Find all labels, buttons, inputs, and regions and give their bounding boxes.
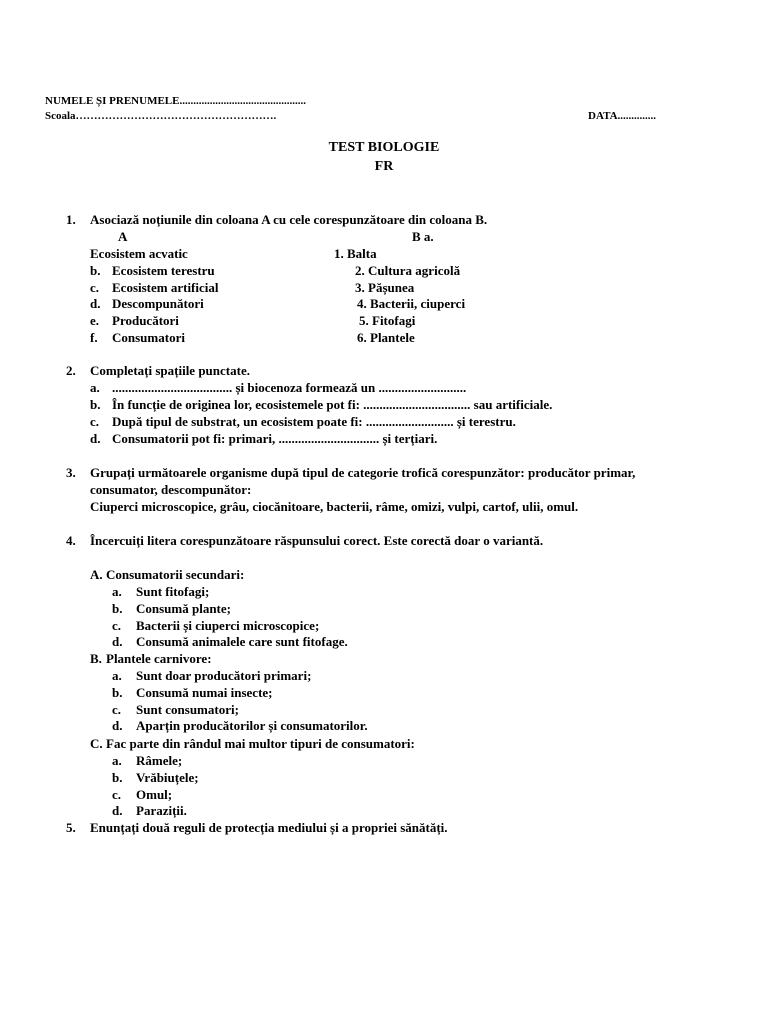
column-b-item: 5. Fitofagi [359, 313, 416, 328]
column-b-item: 3. Pășunea [355, 280, 415, 295]
column-a-item: Producători [112, 313, 179, 328]
question-text-line2: consumator, descompunător: [90, 482, 252, 497]
fill-in-item: După tipul de substrat, un ecosistem poate fi: ........................... și terestru. [112, 414, 516, 429]
column-b-item: 2. Cultura agricolă [355, 263, 461, 278]
fill-in-item-label: d. [90, 431, 101, 446]
option-text: Consumă plante; [136, 601, 231, 616]
option-label: b. [112, 770, 123, 785]
option-label: d. [112, 803, 123, 818]
column-a-item-label: f. [90, 330, 98, 345]
fill-in-item-label: a. [90, 380, 100, 395]
column-b-item: 6. Plantele [357, 330, 415, 345]
question-number: 5. [66, 820, 76, 835]
option-label: c. [112, 787, 122, 802]
column-a-item: Consumatori [112, 330, 185, 345]
option-label: c. [112, 702, 122, 717]
option-text: Vrăbiuțele; [136, 770, 199, 785]
column-a-item: Ecosistem artificial [112, 280, 219, 295]
question-number: 4. [66, 533, 76, 548]
option-text: Sunt doar producători primari; [136, 668, 312, 683]
page-title: TEST BIOLOGIE [328, 140, 440, 155]
option-label: a. [112, 753, 122, 768]
subquestion-text: Plantele carnivore: [106, 651, 212, 666]
column-b-item: 1. Balta [334, 246, 377, 261]
option-text: Sunt consumatori; [136, 702, 239, 717]
column-a-item-label: e. [90, 313, 100, 328]
option-text: Omul; [136, 787, 173, 802]
subquestion-text: Consumatorii secundari: [106, 567, 245, 582]
column-a-item: Descompunători [112, 296, 204, 311]
page-subtitle: FR [374, 159, 394, 174]
subquestion-label: B. [90, 651, 102, 666]
option-text: Bacterii și ciuperci microscopice; [136, 618, 320, 633]
question-number: 3. [66, 465, 76, 480]
option-label: b. [112, 685, 123, 700]
option-label: a. [112, 584, 122, 599]
question-text: Grupați următoarele organisme după tipul de categorie trofică corespunzător: producător primar, [90, 465, 636, 480]
option-text: Paraziții. [136, 803, 187, 818]
subquestion-text: Fac parte din rândul mai multor tipuri de consumatori: [106, 736, 415, 751]
column-a-item-label: b. [90, 263, 101, 278]
fill-in-item-label: c. [90, 414, 100, 429]
column-a-item-label: d. [90, 296, 101, 311]
option-text: Râmele; [136, 753, 183, 768]
school-field-line: Scoala………………………………………………. [45, 110, 277, 122]
option-label: c. [112, 618, 122, 633]
option-text: Consumă animalele care sunt fitofage. [136, 634, 348, 649]
option-text: Consumă numai insecte; [136, 685, 273, 700]
question-text: Completați spațiile punctate. [90, 363, 250, 378]
organism-list: Ciuperci microscopice, grâu, ciocănitoare, bacterii, râme, omizi, vulpi, cartof, ulii, omul. [90, 499, 579, 514]
option-text: Sunt fitofagi; [136, 584, 210, 599]
date-field-line: DATA.............. [588, 110, 657, 122]
fill-in-item: ..................................... și biocenoza formează un ........................... [112, 380, 467, 395]
fill-in-item-label: b. [90, 397, 101, 412]
column-a-header: A [118, 229, 128, 244]
column-b-item: 4. Bacterii, ciuperci [357, 296, 466, 311]
option-label: d. [112, 718, 123, 733]
question-number: 2. [66, 363, 76, 378]
question-number: 1. [66, 212, 76, 227]
option-label: b. [112, 601, 123, 616]
option-label: d. [112, 634, 123, 649]
option-text: Aparțin producătorilor și consumatorilor. [136, 718, 368, 733]
name-field-line: NUMELE ȘI PRENUMELE.............................................. [45, 95, 306, 107]
option-label: a. [112, 668, 122, 683]
fill-in-item: Consumatorii pot fi: primari, ............................... și terțiari. [112, 431, 438, 446]
subquestion-label: A. [90, 567, 103, 582]
fill-in-item: În funcție de originea lor, ecosistemele pot fi: ................................. sau artificiale. [112, 397, 553, 412]
question-text: Enunțați două reguli de protecția mediului și a propriei sănătăți. [90, 820, 448, 835]
column-a-item: Ecosistem terestru [112, 263, 215, 278]
subquestion-label: C. [90, 736, 103, 751]
column-a-item-label: c. [90, 280, 100, 295]
question-text: Încercuiți litera corespunzătoare răspunsului corect. Este corectă doar o variantă. [90, 533, 544, 548]
column-b-header: B a. [412, 229, 434, 244]
column-a-item: Ecosistem acvatic [90, 246, 188, 261]
question-text: Asociază noțiunile din coloana A cu cele corespunzătoare din coloana B. [90, 212, 488, 227]
